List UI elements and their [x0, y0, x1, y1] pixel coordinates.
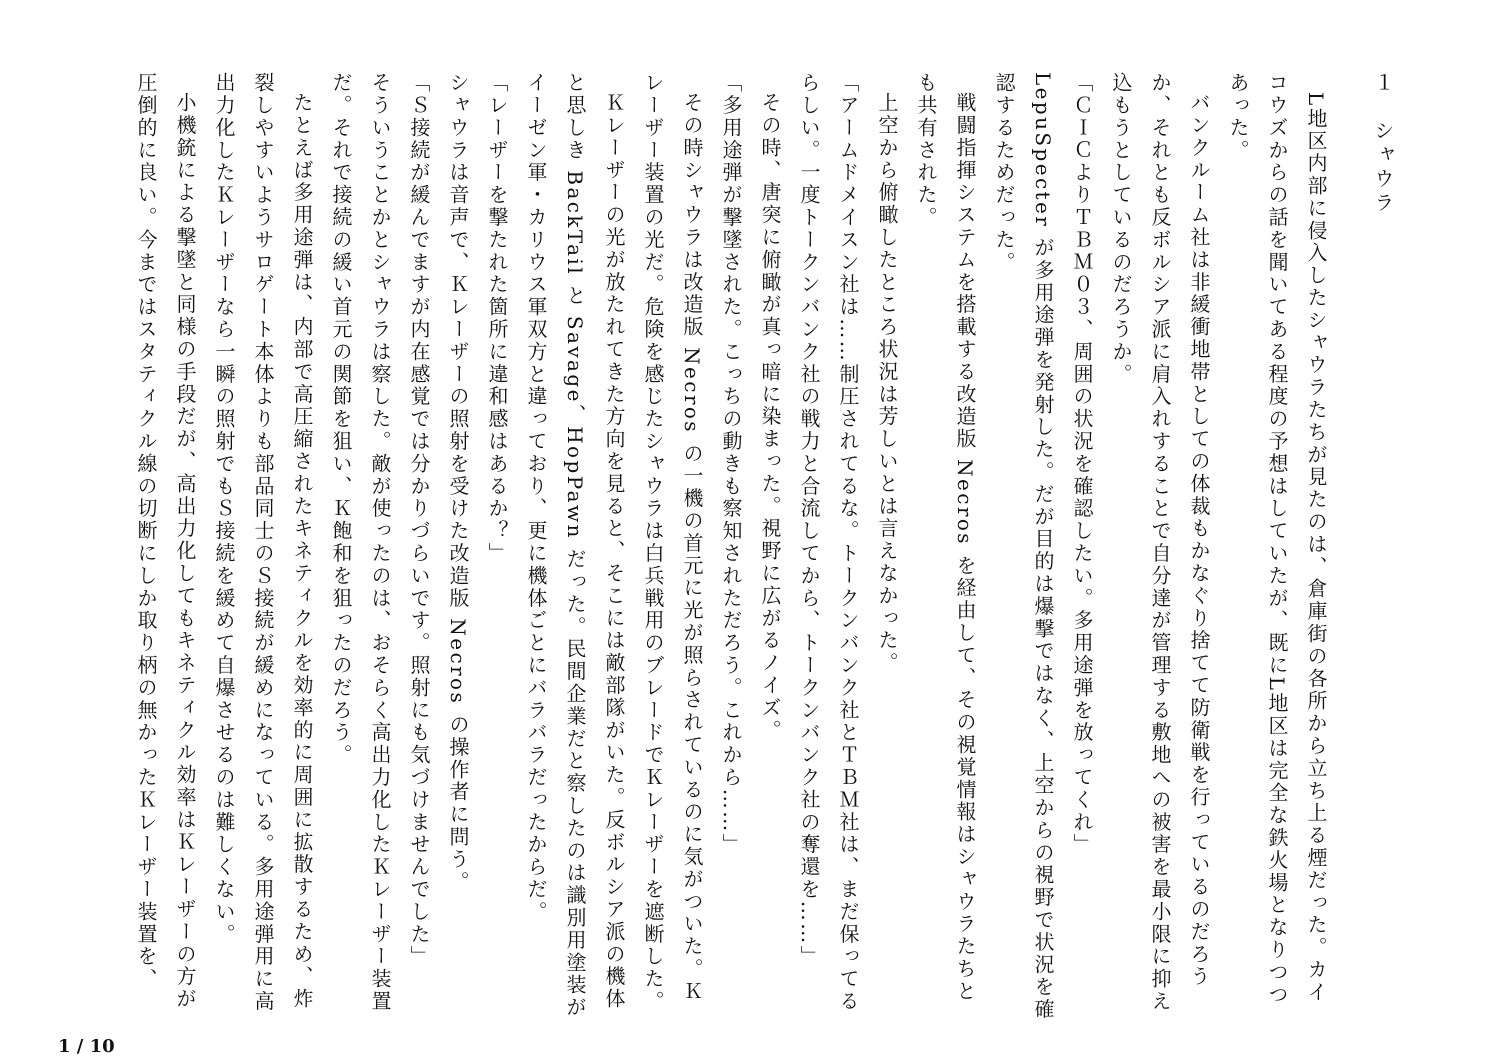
paragraph: その時シャウラは改造版 Necros の一機の首元に光が照らされているのに気がついた。Ｋレーザー装置の光だ。危険を感じたシャウラは白兵戦用のブレードでＫレーザーを遮断した。: [641, 72, 704, 1013]
paragraph: バンクルーム社は非緩衝地帯としての体裁もかなぐり捨てて防衛戦を行っているのだろうか、それとも反ボルシア派に肩入れすることで自分達が管理する敷地への被害を最小限に抑え込もうとしているのだろうか。: [1109, 72, 1211, 1013]
chapter-heading: [1363, 72, 1402, 1022]
paragraph: そういうことかとシャウラは察した。敵が使ったのは、おそらく高出力化したＫレーザー装置だ。それで接続の緩い首元の関節を狙い、Ｋ飽和を狙ったのだろう。: [329, 72, 392, 1013]
dialogue-paragraph: 「レーザーを撃たれた箇所に違和感はあるか？」: [485, 72, 509, 565]
paragraph: 上空から俯瞰したところ状況は芳しいとは言えなかった。: [875, 92, 899, 675]
paragraph: たとえば多用途弾は、内部で高圧縮されたキネティクルを効率的に周囲に拡散するため、炸裂しやすいようサロゲート本体よりも部品同士のＳ接続が緩めになっている。多用途弾用に高出力化したＫレーザーなら一瞬の照射でもＳ接続を緩めて自爆させるのは難しくない。: [212, 72, 314, 1013]
dialogue-paragraph: 「Ｓ接続が緩んでますが内在感覚では分かりづらいです。照射にも気づけませんでした」: [407, 72, 431, 968]
page-number: 1 / 10: [58, 1036, 115, 1057]
chapter-number: １: [1371, 72, 1395, 96]
paragraph: L地区内部に侵入したシャウラたちが見たのは、倉庫街の各所から立ち上る煙だった。カイコウズからの話を聞いてある程度の予想はしていたが、既にL地区は完全な鉄火場となりつつあった。: [1226, 72, 1328, 1007]
vertical-text-body: [62, 72, 1402, 1022]
paragraph: 戦闘指揮システムを搭載する改造版 Necros を経由して、その視覚情報はシャウラたちとも共有された。: [914, 72, 977, 1003]
dialogue-paragraph: 「多用途弾が撃墜された。こっちの動きも察知されただろう。これから……」: [719, 72, 743, 856]
dialogue-paragraph: 「アームドメイスン社は……制圧されてるな。トークンバンク社とＴＢＭ社は、まだ保ってるらしい。一度トークンバンク社の戦力と合流してから、トークンバンク社の奪還を……」: [797, 72, 860, 1013]
paragraph: シャウラは音声で、Ｋレーザーの照射を受けた改造版 Necros の操作者に問う。: [446, 72, 470, 894]
dialogue-paragraph: 「ＣＩＣよりＴＢＭ０３、周囲の状況を確認したい。多用途弾を放ってくれ」: [1070, 72, 1094, 856]
paragraph: 小機銃による撃墜と同様の手段だが、高出力化してもキネティクル効率はＫレーザーの方が圧倒的に良い。今まではスタティクル線の切断にしか取り柄の無かったＫレーザー装置を、: [134, 72, 197, 1011]
paragraph: LepuSpecter が多用途弾を発射した。だが目的は爆撃ではなく、上空からの視野で状況を確認するためだった。: [992, 72, 1055, 1021]
paragraph: その時、唐突に俯瞰が真っ暗に染まった。視野に広がるノイズ。: [758, 92, 782, 742]
paragraph: Ｋレーザーの光が放たれてきた方向を見ると、そこには敵部隊がいた。反ボルシア派の機体と思しき BackTail と Savage、HopPawn だった。民間企業だと察したのは識別用塗装がイーゼン軍・カリウス軍双方と違っており、更に機体ごとにバラバラだったからだ。: [524, 72, 626, 1019]
chapter-title: シャウラ: [1371, 120, 1395, 216]
